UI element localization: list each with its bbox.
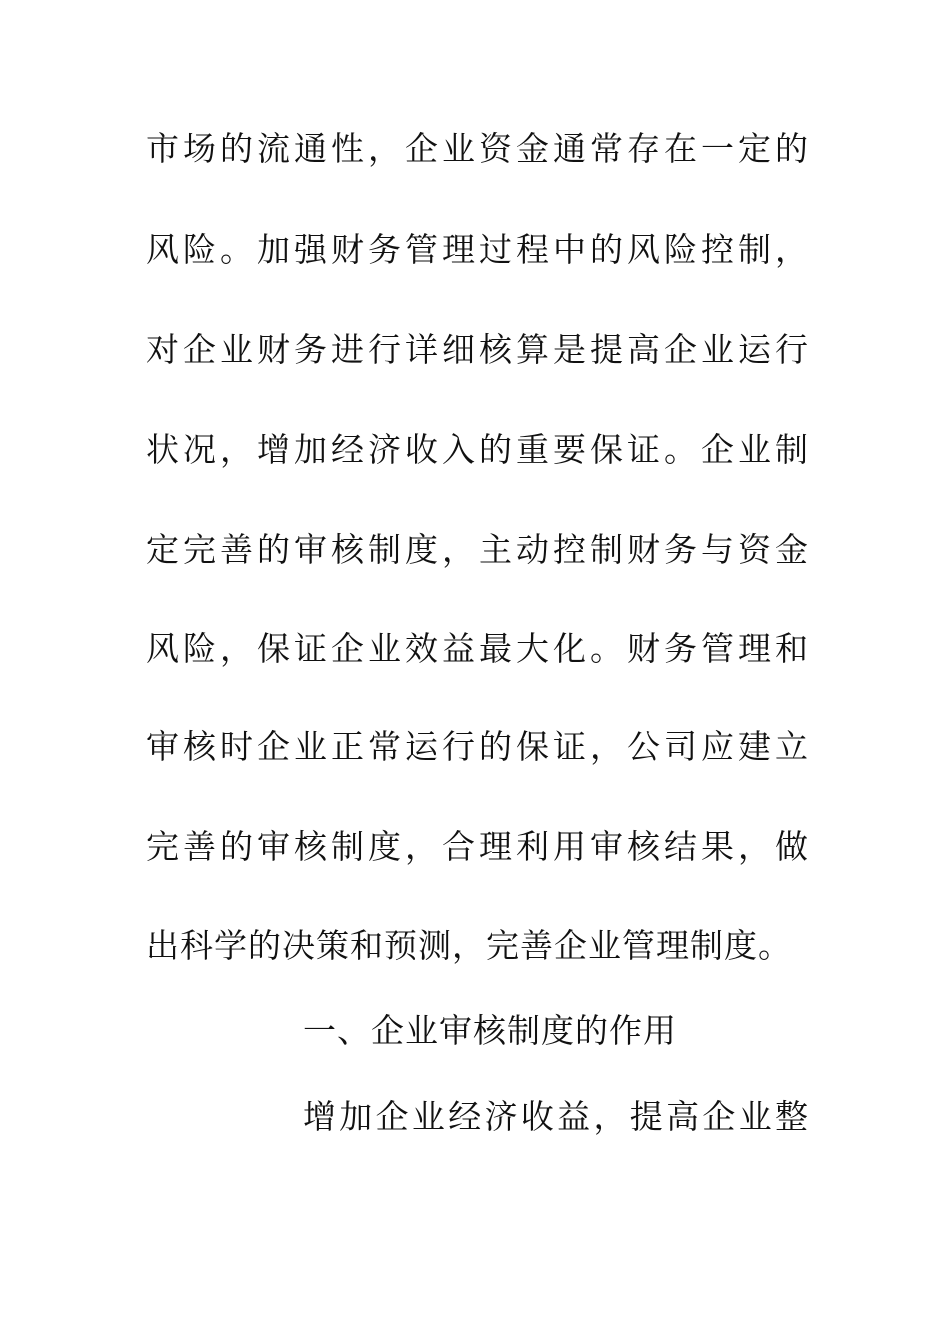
paragraph-line-1: 市场的流通性，企业资金通常存在一定的 <box>146 129 808 168</box>
paragraph-line-8: 完善的审核制度，合理利用审核结果，做 <box>146 827 808 866</box>
paragraph-line-7: 审核时企业正常运行的保证，公司应建立 <box>146 727 808 766</box>
paragraph-line-5: 定完善的审核制度，主动控制财务与资金 <box>146 530 808 569</box>
paragraph-line-9: 出科学的决策和预测，完善企业管理制度。 <box>146 926 792 965</box>
next-paragraph-line: 增加企业经济收益，提高企业整 <box>303 1097 808 1136</box>
section-heading: 一、企业审核制度的作用 <box>303 1011 677 1050</box>
paragraph-line-6: 风险，保证企业效益最大化。财务管理和 <box>146 629 808 668</box>
paragraph-line-4: 状况，增加经济收入的重要保证。企业制 <box>146 430 808 469</box>
paragraph-line-3: 对企业财务进行详细核算是提高企业运行 <box>146 330 808 369</box>
paragraph-line-2: 风险。加强财务管理过程中的风险控制， <box>146 230 808 269</box>
